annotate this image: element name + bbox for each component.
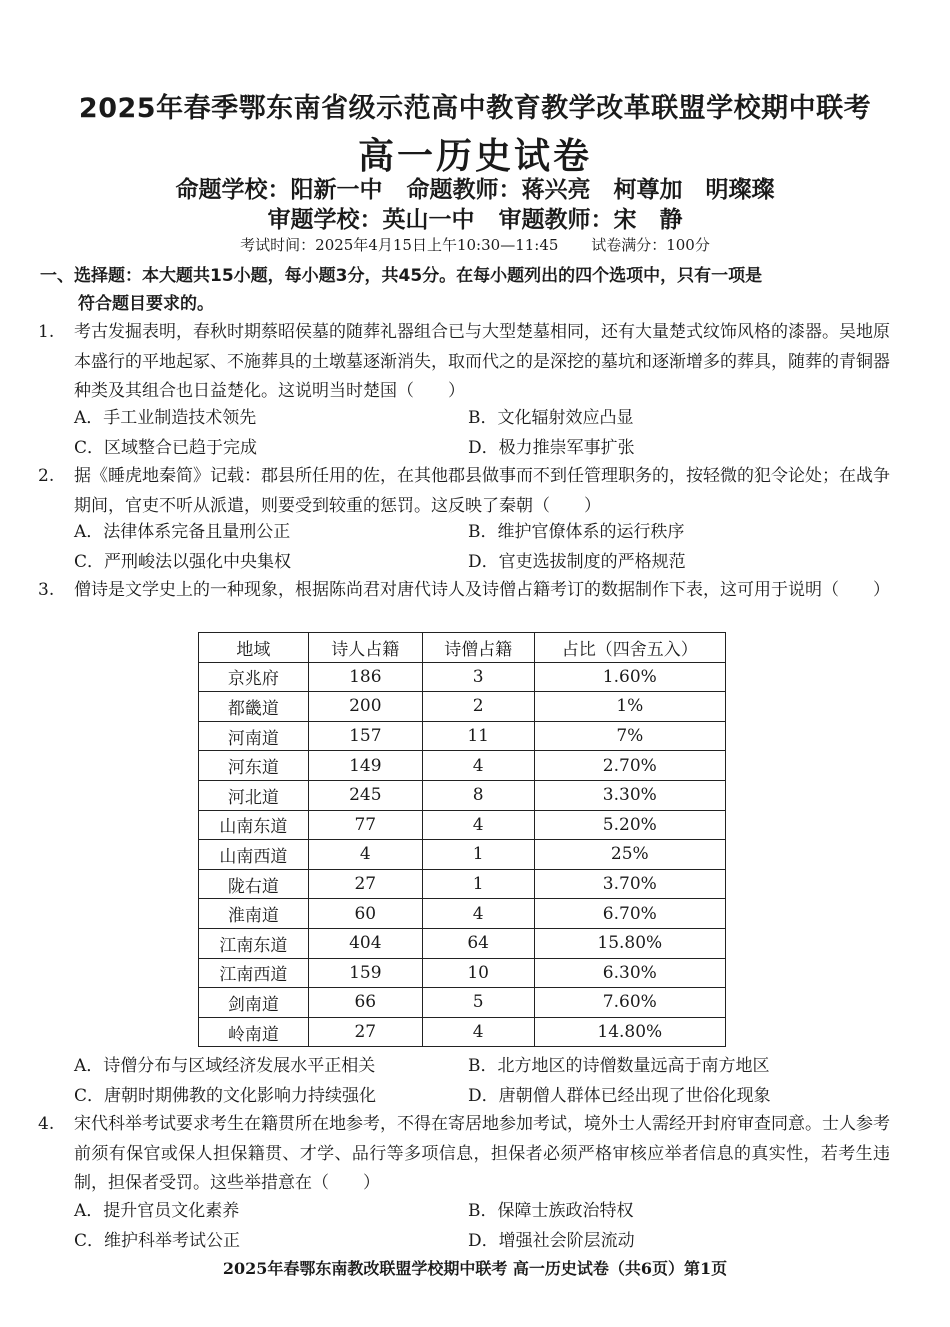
table-cell: 2.70% — [534, 751, 725, 781]
table-cell: 7.60% — [534, 988, 725, 1018]
question-number: 1. — [38, 322, 55, 342]
table-cell: 5 — [422, 988, 534, 1018]
column-header: 占比（四舍五入） — [534, 633, 725, 663]
option-b[interactable]: B．保障士族政治特权 — [468, 1201, 634, 1221]
table-header-row — [199, 633, 726, 663]
question-1-options — [74, 404, 890, 463]
page-footer: 2025年春鄂东南教改联盟学校期中联考 高一历史试卷（共6页）第1页 — [222, 1259, 728, 1278]
table-cell: 64 — [422, 928, 534, 958]
table-row — [199, 692, 726, 722]
option-a[interactable]: A．提升官员文化素养 — [74, 1201, 240, 1221]
table-cell: 4 — [422, 1017, 534, 1047]
table-cell: 1.60% — [534, 662, 725, 692]
table-cell: 27 — [308, 869, 422, 899]
option-d[interactable]: D．增强社会阶层流动 — [468, 1230, 635, 1251]
exam-time: 考试时间：2025年4月15日上午10:30—11:45 — [240, 236, 559, 254]
table-row — [199, 840, 726, 870]
table-cell: 4 — [422, 751, 534, 781]
table-row — [199, 899, 726, 929]
table-cell: 1 — [422, 869, 534, 899]
column-header: 地域 — [199, 633, 309, 663]
poet-monk-table — [198, 632, 726, 1047]
setter-info — [0, 171, 950, 204]
question-stem: 僧诗是文学史上的一种现象，根据陈尚君对唐代诗人及诗僧占籍考订的数据制作下表，这可用于说明（ ） — [74, 580, 890, 600]
question-4 — [38, 1110, 890, 1199]
table-cell: 岭南道 — [199, 1017, 309, 1047]
table-cell: 江南西道 — [199, 958, 309, 988]
table-cell: 2 — [422, 692, 534, 722]
option-a[interactable]: A．法律体系完备且量刑公正 — [74, 522, 291, 542]
table-cell: 200 — [308, 692, 422, 722]
table-cell: 1 — [422, 840, 534, 870]
question-stem: 宋代科举考试要求考生在籍贯所在地参考，不得在寄居地参加考试，境外士人需经开封府审查同意。士人参考前须有保官或保人担保籍贯、才学、品行等多项信息，担保者必须严格审核应举者信息的真实性，若考生违制，担保者受罚。这些举措意在（ ） — [74, 1114, 890, 1193]
table-cell: 河东道 — [199, 751, 309, 781]
option-b[interactable]: B．文化辐射效应凸显 — [468, 408, 634, 428]
table-cell: 7% — [534, 721, 725, 751]
option-a[interactable]: A．诗僧分布与区域经济发展水平正相关 — [74, 1056, 376, 1076]
option-c[interactable]: C．严刑峻法以强化中央集权 — [74, 551, 292, 572]
question-4-options — [74, 1197, 890, 1256]
table-row — [199, 869, 726, 899]
table-cell: 1% — [534, 692, 725, 722]
question-number: 3. — [38, 580, 55, 600]
question-stem: 考古发掘表明，春秋时期蔡昭侯墓的随葬礼器组合已与大型楚墓相同，还有大量楚式纹饰风格的漆器。吴地原本盛行的平地起冢、不施葬具的土墩墓逐渐消失，取而代之的是深挖的墓坑和逐渐增多的葬具，随葬的青铜器种类及其组合也日益楚化。这说明当时楚国（ ） — [74, 322, 890, 401]
section-line-1: 一、选择题：本大题共15小题，每小题3分，共45分。在每小题列出的四个选项中，只有一项是 — [40, 266, 763, 286]
section-heading — [40, 262, 910, 318]
table-cell: 6.30% — [534, 958, 725, 988]
table-cell: 6.70% — [534, 899, 725, 929]
table-row — [199, 810, 726, 840]
question-3-options — [74, 1052, 890, 1111]
table-cell: 27 — [308, 1017, 422, 1047]
table-cell: 186 — [308, 662, 422, 692]
exam-title: 2025年春季鄂东南省级示范高中教育教学改革联盟学校期中联考 — [78, 93, 872, 124]
table-cell: 3 — [422, 662, 534, 692]
table-row — [199, 958, 726, 988]
table-cell: 淮南道 — [199, 899, 309, 929]
table-cell: 4 — [422, 899, 534, 929]
full-score: 试卷满分：100分 — [591, 236, 710, 254]
table-cell: 15.80% — [534, 928, 725, 958]
table-cell: 66 — [308, 988, 422, 1018]
table-cell: 11 — [422, 721, 534, 751]
column-header: 诗僧占籍 — [422, 633, 534, 663]
table-row — [199, 780, 726, 810]
table-cell: 10 — [422, 958, 534, 988]
setter-school: 命题学校：阳新一中 — [175, 177, 383, 203]
option-b[interactable]: B．北方地区的诗僧数量远高于南方地区 — [468, 1056, 770, 1076]
table-cell: 404 — [308, 928, 422, 958]
table-row — [199, 721, 726, 751]
option-c[interactable]: C．区域整合已趋于完成 — [74, 437, 258, 458]
table-cell: 4 — [422, 810, 534, 840]
table-row — [199, 1017, 726, 1047]
reviewer-school: 审题学校：英山一中 — [267, 207, 475, 233]
table-cell: 3.70% — [534, 869, 725, 899]
table-cell: 245 — [308, 780, 422, 810]
table-cell: 4 — [308, 840, 422, 870]
question-3 — [38, 576, 890, 606]
exam-subtitle: 高一历史试卷 — [357, 136, 592, 177]
table-cell: 江南东道 — [199, 928, 309, 958]
table-cell: 陇右道 — [199, 869, 309, 899]
table-cell: 河北道 — [199, 780, 309, 810]
question-1 — [38, 318, 890, 407]
option-c[interactable]: C．唐朝时期佛教的文化影响力持续强化 — [74, 1085, 377, 1106]
question-stem: 据《睡虎地秦简》记载：郡县所任用的佐，在其他郡县做事而不到任管理职务的，按轻微的犯令论处；在战争期间，官吏不听从派遣，则要受到较重的惩罚。这反映了秦朝（ ） — [74, 466, 890, 516]
question-2 — [38, 462, 890, 521]
table-row — [199, 928, 726, 958]
table-cell: 山南西道 — [199, 840, 309, 870]
table-cell: 149 — [308, 751, 422, 781]
table-cell: 60 — [308, 899, 422, 929]
table-cell: 77 — [308, 810, 422, 840]
exam-info — [0, 234, 950, 255]
table-cell: 河南道 — [199, 721, 309, 751]
table-row — [199, 988, 726, 1018]
option-b[interactable]: B．维护官僚体系的运行秩序 — [468, 522, 685, 542]
option-d[interactable]: D．官吏选拔制度的严格规范 — [468, 551, 686, 572]
reviewer-teacher: 审题教师：宋 静 — [498, 207, 683, 233]
question-number: 4. — [38, 1114, 55, 1134]
option-d[interactable]: D．唐朝僧人群体已经出现了世俗化现象 — [468, 1085, 771, 1106]
table-cell: 剑南道 — [199, 988, 309, 1018]
table-cell: 京兆府 — [199, 662, 309, 692]
table-cell: 14.80% — [534, 1017, 725, 1047]
setter-teachers: 命题教师：蒋兴亮 柯尊加 明璨璨 — [406, 177, 775, 203]
table-cell: 5.20% — [534, 810, 725, 840]
question-2-options — [74, 518, 890, 577]
table-cell: 25% — [534, 840, 725, 870]
column-header: 诗人占籍 — [308, 633, 422, 663]
table-cell: 山南东道 — [199, 810, 309, 840]
table-cell: 3.30% — [534, 780, 725, 810]
reviewer-info — [0, 201, 950, 234]
question-number: 2. — [38, 466, 55, 486]
option-a[interactable]: A．手工业制造技术领先 — [74, 408, 257, 428]
table-row — [199, 751, 726, 781]
option-d[interactable]: D．极力推崇军事扩张 — [468, 437, 635, 458]
table-row — [199, 662, 726, 692]
table-cell: 159 — [308, 958, 422, 988]
section-line-2: 符合题目要求的。 — [78, 294, 214, 314]
table-cell: 8 — [422, 780, 534, 810]
option-c[interactable]: C．维护科举考试公正 — [74, 1230, 241, 1251]
table-cell: 都畿道 — [199, 692, 309, 722]
table-cell: 157 — [308, 721, 422, 751]
